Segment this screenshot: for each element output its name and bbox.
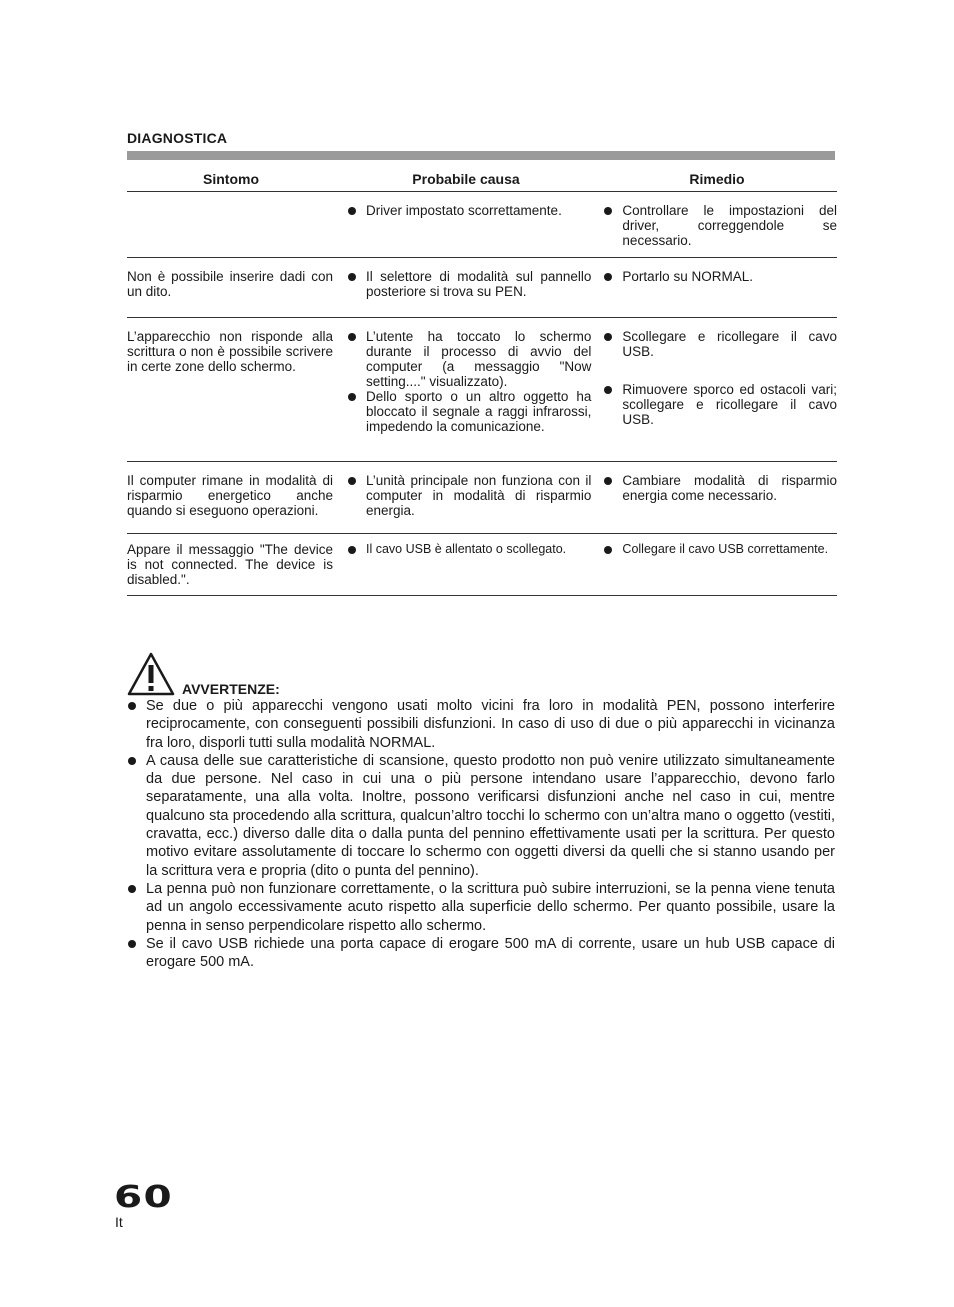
list-item	[127, 697, 835, 752]
bullet-icon	[602, 329, 622, 359]
bullet-icon	[346, 269, 366, 299]
list-item	[602, 473, 837, 503]
warning-triangle-icon	[127, 652, 175, 696]
list-item	[346, 473, 591, 518]
page-number: 60	[114, 1180, 174, 1215]
list-item	[602, 382, 837, 427]
list-item	[346, 203, 591, 218]
remedy-text: Cambiare modalità di risparmio energia come necessario.	[622, 473, 837, 503]
bullet-icon	[127, 935, 146, 972]
cause-cell	[346, 203, 591, 257]
diagnostic-table	[127, 166, 837, 596]
remedy-text: Portarlo su NORMAL.	[622, 269, 753, 284]
table-row	[127, 462, 837, 534]
warning-text: La penna può non funzionare correttamente, o la scrittura può subire interruzioni, se la penna viene tenuta ad un angolo eccessivamente acuto rispetto alla superficie dello schermo. Per quanto possibile, usare la penna in senso perpendicolare rispetto allo schermo.	[146, 880, 835, 934]
header-symptom: Sintomo	[203, 170, 259, 187]
header-cause: Probabile causa	[412, 170, 520, 187]
bullet-icon	[602, 473, 622, 503]
list-item	[346, 329, 591, 389]
list-item	[127, 935, 835, 972]
remedy-text: Rimuovere sporco ed ostacoli vari; scollegare e ricollegare il cavo USB.	[622, 382, 837, 427]
cause-text: Il selettore di modalità sul pannello posteriore si trova su PEN.	[366, 269, 592, 299]
remedy-cell	[602, 473, 837, 533]
page-language: It	[115, 1214, 123, 1230]
bullet-icon	[346, 389, 366, 434]
cause-cell	[346, 329, 591, 461]
bullet-icon	[346, 203, 366, 218]
list-item	[127, 880, 835, 935]
table-row	[127, 192, 837, 258]
symptom-cell: Non è possibile inserire dadi con un dito.	[127, 269, 333, 299]
bullet-icon	[602, 542, 622, 557]
cause-cell	[346, 542, 591, 595]
bullet-icon	[346, 473, 366, 518]
header-remedy: Rimedio	[689, 170, 745, 187]
remedy-cell	[602, 203, 837, 257]
bullet-icon	[602, 269, 622, 284]
symptom-cell	[127, 203, 333, 257]
warning-text: Se due o più apparecchi vengono usati molto vicini fra loro in modalità PEN, possono interferire reciprocamente, con conseguenti possibili disfunzioni. In caso di uso di due o più apparecchi in vicinanza fra loro, disporli tutti sulla modalità NORMAL.	[146, 698, 835, 751]
list-item	[602, 269, 837, 284]
cause-text: Il cavo USB è allentato o scollegato.	[366, 542, 567, 556]
cause-cell	[346, 473, 591, 533]
cause-text: Driver impostato scorrettamente.	[366, 203, 562, 218]
cause-text: L’unità principale non funziona con il computer in modalità di risparmio energia.	[366, 473, 592, 518]
symptom-cell: Appare il messaggio "The device is not connected. The device is disabled.".	[127, 542, 333, 587]
symptom-cell: L’apparecchio non risponde alla scrittura o non è possibile scrivere in certe zone dello schermo.	[127, 329, 333, 374]
remedy-text: Collegare il cavo USB correttamente.	[622, 542, 829, 556]
bullet-icon	[127, 697, 146, 752]
list-item	[127, 752, 835, 880]
bullet-icon	[602, 203, 622, 248]
remedy-cell	[602, 542, 837, 595]
bullet-icon	[346, 542, 366, 557]
cause-cell	[346, 269, 591, 317]
warning-list	[127, 697, 835, 971]
list-item	[346, 542, 591, 557]
list-item	[346, 269, 591, 299]
remedy-text: Controllare le impostazioni del driver, correggendole se necessario.	[622, 203, 837, 248]
bullet-icon	[127, 752, 146, 880]
warning-text: A causa delle sue caratteristiche di scansione, questo prodotto non può venire utilizzato simultaneamente da due persone. Nel caso in cui una o più persone intendano usare l’apparecchio, devono farlo separatamente, una alla volta. Inoltre, possono verificarsi disfunzioni anche nel caso in cui, mentre qualcuno sta procedendo alla scrittura, qualcun’altro tocchi lo schermo con un’altra mano o oggetto (vestiti, cravatta, ecc.) diverso dalle dita o dalla punta del pennino effettivamente usati per la scrittura. Per questo motivo evitare assolutamente di toccare lo schermo con oggetti diversi da quelli che si stanno usando per la scrittura vera e propria (dito o punta del pennino).	[146, 752, 835, 879]
list-item	[602, 203, 837, 248]
remedy-cell	[602, 329, 837, 461]
table-row	[127, 318, 837, 462]
table-header	[127, 166, 837, 192]
list-item	[346, 389, 591, 434]
list-item	[602, 542, 837, 557]
warning-text: Se il cavo USB richiede una porta capace di erogare 500 mA di corrente, usare un hub USB capace di erogare 500 mA.	[146, 935, 835, 971]
list-item	[602, 329, 837, 359]
cause-text: L’utente ha toccato lo schermo durante il processo di avvio del computer (a messaggio "Now setting...." visualizzato).	[366, 329, 592, 389]
title-bar	[127, 151, 835, 160]
remedy-cell	[602, 269, 837, 317]
cause-text: Dello sporto o un altro oggetto ha bloccato il segnale a raggi infrarossi, impedendo la comunicazione.	[366, 389, 592, 434]
symptom-cell: Il computer rimane in modalità di risparmio energetico anche quando si eseguono operazioni.	[127, 473, 333, 518]
table-row	[127, 258, 837, 318]
remedy-text: Scollegare e ricollegare il cavo USB.	[622, 329, 837, 359]
bullet-icon	[127, 880, 146, 935]
table-row	[127, 534, 837, 596]
bullet-icon	[346, 329, 366, 389]
bullet-icon	[602, 382, 622, 427]
section-title: DIAGNOSTICA	[127, 130, 228, 146]
warning-title: AVVERTENZE:	[182, 681, 280, 697]
